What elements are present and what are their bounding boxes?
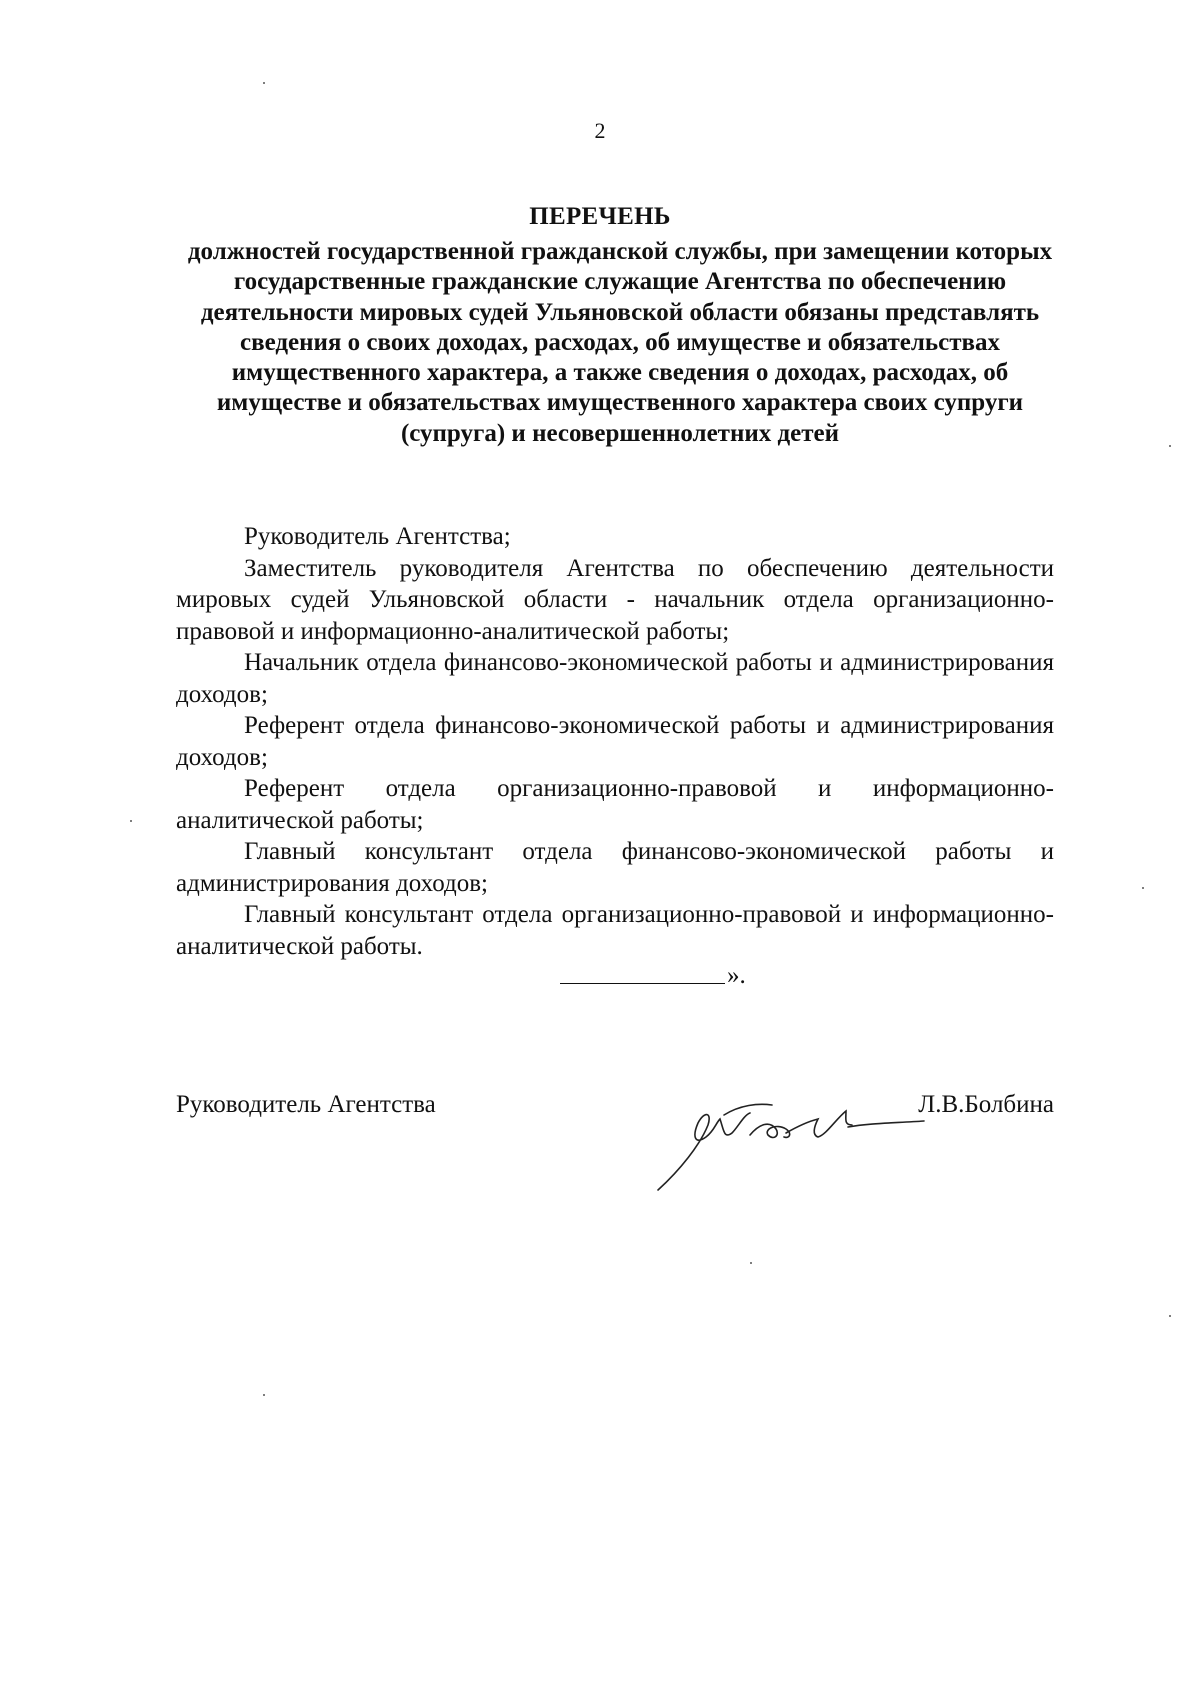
subtitle-line: (супруга) и несовершеннолетних детей — [400, 419, 840, 447]
scan-speck — [263, 1394, 265, 1396]
subtitle-line: имуществе и обязательствах имущественного характера своих супруги — [216, 389, 1024, 417]
subtitle-line: должностей государственной гражданской службы, при замещении которых — [187, 238, 1053, 265]
scan-speck — [1142, 887, 1144, 889]
subtitle-line: деятельности мировых судей Ульяновской области обязаны представлять — [200, 298, 1040, 326]
closing-quote: ». — [727, 962, 746, 989]
signer-name: Л.В.Болбина — [918, 1091, 1054, 1118]
scan-speck — [1169, 445, 1171, 447]
subtitle-line: сведения о своих доходах, расходах, об имуществе и обязательствах — [239, 328, 1001, 356]
handwritten-signature — [640, 1085, 950, 1195]
position-item: Референт отдела финансово-экономической работы и администрирования доходов; — [176, 712, 1054, 771]
scan-speck — [263, 82, 265, 84]
closing-rule — [560, 983, 725, 984]
subtitle-line: государственные гражданские служащие Агентства по обеспечению — [233, 268, 1007, 296]
position-item: Главный консультант отдела финансово-экономической работы и администрирования доходов; — [176, 838, 1054, 897]
positions-list — [176, 521, 1054, 962]
scan-speck — [750, 1262, 752, 1264]
subtitle-line: имущественного характера, а также сведения о доходах, расходах, об — [231, 359, 1009, 387]
document-title: ПЕРЕЧЕНЬ — [529, 203, 671, 230]
position-item: Заместитель руководителя Агентства по обеспечению деятельности мировых судей Ульяновской области - начальник отдела организационно-правовой и информационно-аналитической работы; — [176, 554, 1054, 645]
position-item: Начальник отдела финансово-экономической работы и администрирования доходов; — [176, 649, 1054, 708]
page-number: 2 — [594, 118, 606, 143]
closing-mark — [560, 962, 746, 990]
position-item: Главный консультант отдела организационно-правовой и информационно-аналитической работы. — [176, 901, 1054, 960]
signer-title: Руководитель Агентства — [176, 1091, 436, 1118]
document-subtitle — [170, 237, 1070, 449]
position-item: Референт отдела организационно-правовой и информационно-аналитической работы; — [176, 775, 1054, 834]
position-item: Руководитель Агентства; — [244, 523, 511, 550]
scan-speck — [1169, 1315, 1171, 1317]
scan-speck — [130, 820, 132, 822]
